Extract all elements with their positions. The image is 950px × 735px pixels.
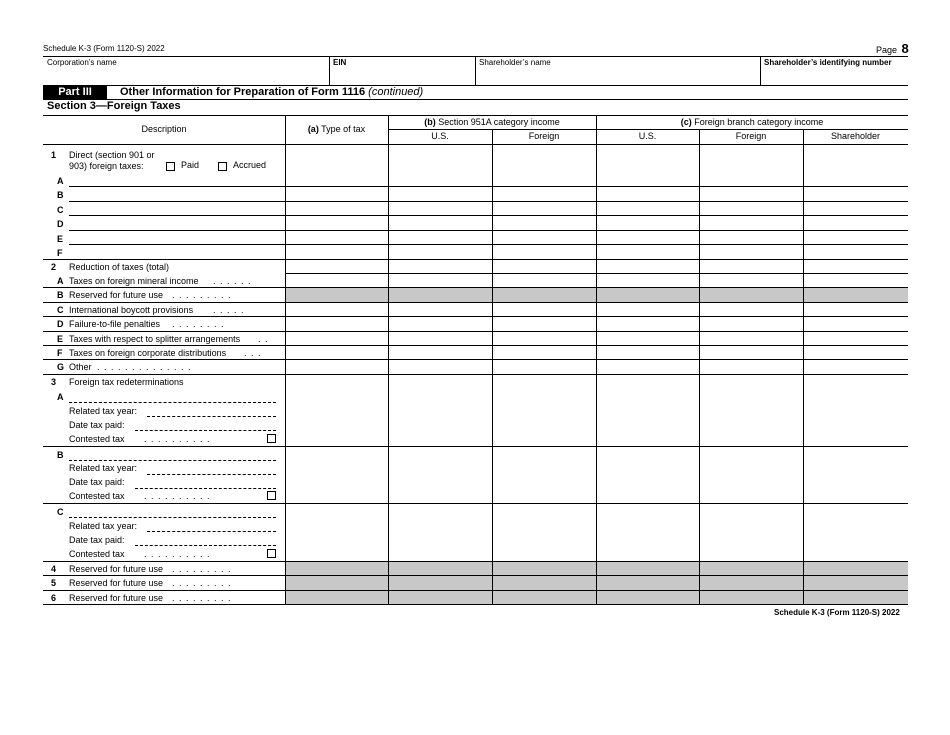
part-title-text: Other Information for Preparation of Form 1116 bbox=[120, 86, 366, 98]
line-number-1: 1 bbox=[51, 150, 57, 160]
row-rule bbox=[43, 287, 908, 288]
form-reference-header: Schedule K-3 (Form 1120-S) 2022 bbox=[43, 44, 165, 53]
leader-dots: . . . bbox=[244, 348, 262, 358]
reserved-line-text: Reserved for future use bbox=[69, 593, 164, 603]
row-rule bbox=[43, 575, 908, 576]
line-2-item-text: Taxes on foreign corporate distributions bbox=[69, 348, 227, 358]
row-rule bbox=[43, 359, 908, 360]
line-number-2: 2 bbox=[51, 262, 57, 272]
paid-checkbox[interactable] bbox=[166, 162, 175, 171]
date-tax-paid-field[interactable] bbox=[135, 430, 276, 431]
row-rule bbox=[69, 230, 908, 231]
column-a-label: Type of tax bbox=[321, 124, 366, 134]
contested-tax-checkbox[interactable] bbox=[267, 434, 276, 443]
leader-dots: . . . . . . . . . . bbox=[144, 434, 211, 444]
line-2-item-text: Taxes with respect to splitter arrangements bbox=[69, 334, 241, 344]
line-3-letter: B bbox=[57, 450, 64, 460]
column-c-prefix: (c) bbox=[680, 117, 692, 127]
reserved-line-text: Reserved for future use bbox=[69, 578, 164, 588]
date-tax-paid-field[interactable] bbox=[135, 545, 276, 546]
line-1-letter: F bbox=[57, 248, 63, 258]
contested-tax-label: Contested tax bbox=[69, 549, 125, 559]
header-divider bbox=[329, 56, 330, 85]
section-rule bbox=[43, 115, 908, 116]
leader-dots: . . . . . bbox=[213, 305, 245, 315]
shareholder-id-field[interactable] bbox=[764, 68, 906, 84]
section-rule bbox=[43, 561, 908, 562]
column-b-prefix: (b) bbox=[424, 117, 436, 127]
line-2-letter: D bbox=[57, 319, 64, 329]
subheader-rule bbox=[388, 129, 908, 130]
shaded-row-2b bbox=[286, 288, 908, 302]
contested-tax-checkbox[interactable] bbox=[267, 549, 276, 558]
line-1-letter: A bbox=[57, 176, 64, 186]
row-rule bbox=[69, 244, 908, 245]
column-header-c bbox=[596, 117, 908, 127]
leader-dots: . . . . . . bbox=[213, 276, 252, 286]
row-rule bbox=[286, 273, 908, 274]
related-tax-year-field[interactable] bbox=[147, 474, 276, 475]
column-header-b bbox=[388, 117, 596, 127]
accrued-label: Accrued bbox=[233, 160, 267, 170]
date-tax-paid-field[interactable] bbox=[135, 488, 276, 489]
leader-dots: . . . . . . . . . bbox=[172, 593, 232, 603]
row-rule bbox=[43, 316, 908, 317]
line-number-5: 5 bbox=[51, 578, 57, 588]
contested-tax-label: Contested tax bbox=[69, 491, 125, 501]
page-label-text: Page bbox=[876, 45, 898, 55]
contested-tax-checkbox[interactable] bbox=[267, 491, 276, 500]
leader-dots: . . . . . . . . . bbox=[172, 290, 232, 300]
table-bottom-rule bbox=[43, 604, 908, 605]
column-b-label: Section 951A category income bbox=[438, 117, 560, 127]
entry-line[interactable] bbox=[69, 517, 276, 518]
line-3-text: Foreign tax redeterminations bbox=[69, 377, 184, 387]
line-2-text: Reduction of taxes (total) bbox=[69, 262, 170, 272]
line-2-item-text: Reserved for future use bbox=[69, 290, 164, 300]
corporation-name-label: Corporation’s name bbox=[47, 58, 117, 67]
part-title bbox=[120, 86, 423, 98]
section-rule bbox=[43, 374, 908, 375]
line-2-letter: C bbox=[57, 305, 64, 315]
line-1-letter: C bbox=[57, 205, 64, 215]
line-1-letter: E bbox=[57, 234, 64, 244]
part-tag: Part III bbox=[43, 86, 107, 99]
related-tax-year-label: Related tax year: bbox=[69, 406, 138, 416]
line-number-6: 6 bbox=[51, 593, 57, 603]
line-3-letter: C bbox=[57, 507, 64, 517]
related-tax-year-field[interactable] bbox=[147, 531, 276, 532]
line-1-text-a: Direct (section 901 or bbox=[69, 150, 155, 160]
section-title: Section 3—Foreign Taxes bbox=[47, 100, 181, 112]
line-2-letter: G bbox=[57, 362, 65, 372]
row-rule bbox=[43, 345, 908, 346]
leader-dots: . . . . . . . . . . bbox=[144, 549, 211, 559]
related-tax-year-field[interactable] bbox=[147, 416, 276, 417]
row-rule bbox=[43, 446, 908, 447]
related-tax-year-label: Related tax year: bbox=[69, 463, 138, 473]
line-2-item-text: Failure-to-file penalties bbox=[69, 319, 161, 329]
leader-dots: . . . . . . . . . . . . . . bbox=[97, 362, 192, 372]
date-tax-paid-label: Date tax paid: bbox=[69, 477, 125, 487]
line-1-text-b: 903) foreign taxes: bbox=[69, 161, 144, 171]
shareholder-name-label: Shareholder’s name bbox=[479, 58, 551, 67]
page-number: 8 bbox=[901, 41, 909, 56]
line-2-item-text: Taxes on foreign mineral income bbox=[69, 276, 199, 286]
corporation-name-field[interactable] bbox=[45, 68, 325, 84]
column-c-label: Foreign branch category income bbox=[694, 117, 824, 127]
leader-dots: . . . . . . . . . bbox=[172, 578, 232, 588]
column-header-c-foreign: Foreign bbox=[735, 131, 767, 141]
column-header-b-foreign: Foreign bbox=[528, 131, 560, 141]
shaded-rows-4-6 bbox=[286, 561, 908, 604]
leader-dots: . . bbox=[258, 334, 269, 344]
column-header-c-us: U.S. bbox=[638, 131, 657, 141]
header-divider bbox=[760, 56, 761, 85]
reserved-line-text: Reserved for future use bbox=[69, 564, 164, 574]
line-3-letter: A bbox=[57, 392, 64, 402]
leader-dots: . . . . . . . . . . bbox=[144, 491, 211, 501]
column-header-a bbox=[285, 124, 388, 134]
line-2-letter: B bbox=[57, 290, 64, 300]
form-reference-footer: Schedule K-3 (Form 1120-S) 2022 bbox=[774, 608, 900, 617]
line-2-item-text: Other bbox=[69, 362, 92, 372]
line-number-3: 3 bbox=[51, 377, 57, 387]
line-1-letter: D bbox=[57, 219, 64, 229]
ein-label: EIN bbox=[333, 58, 347, 67]
row-rule bbox=[43, 503, 908, 504]
line-2-letter: F bbox=[57, 348, 63, 358]
line-2-item-text: International boycott provisions bbox=[69, 305, 194, 315]
page-label bbox=[876, 41, 909, 56]
row-rule bbox=[43, 331, 908, 332]
shareholder-id-label: Shareholder’s identifying number bbox=[764, 58, 892, 67]
shareholder-name-field[interactable] bbox=[479, 68, 757, 84]
date-tax-paid-label: Date tax paid: bbox=[69, 420, 125, 430]
line-2-letter: E bbox=[57, 334, 64, 344]
header-divider bbox=[475, 56, 476, 85]
row-rule bbox=[43, 302, 908, 303]
column-header-c-shareholder: Shareholder bbox=[830, 131, 881, 141]
line-2-letter: A bbox=[57, 276, 64, 286]
row-rule bbox=[69, 201, 908, 202]
contested-tax-label: Contested tax bbox=[69, 434, 125, 444]
row-rule bbox=[43, 590, 908, 591]
line-number-4: 4 bbox=[51, 564, 57, 574]
leader-dots: . . . . . . . . bbox=[172, 319, 225, 329]
accrued-checkbox[interactable] bbox=[218, 162, 227, 171]
column-header-b-us: U.S. bbox=[431, 131, 449, 141]
column-header-description: Description bbox=[141, 124, 187, 134]
part-title-suffix: (continued) bbox=[368, 86, 424, 98]
paid-label: Paid bbox=[181, 160, 200, 170]
entry-line[interactable] bbox=[69, 460, 276, 461]
row-rule bbox=[69, 186, 908, 187]
row-rule bbox=[69, 215, 908, 216]
leader-dots: . . . . . . . . . bbox=[172, 564, 232, 574]
date-tax-paid-label: Date tax paid: bbox=[69, 535, 125, 545]
column-a-prefix: (a) bbox=[307, 124, 319, 134]
line-1-letter: B bbox=[57, 190, 64, 200]
section-rule bbox=[43, 259, 908, 260]
entry-line[interactable] bbox=[69, 402, 276, 403]
header-table-rule bbox=[43, 144, 908, 145]
ein-field[interactable] bbox=[333, 68, 473, 84]
related-tax-year-label: Related tax year: bbox=[69, 521, 138, 531]
